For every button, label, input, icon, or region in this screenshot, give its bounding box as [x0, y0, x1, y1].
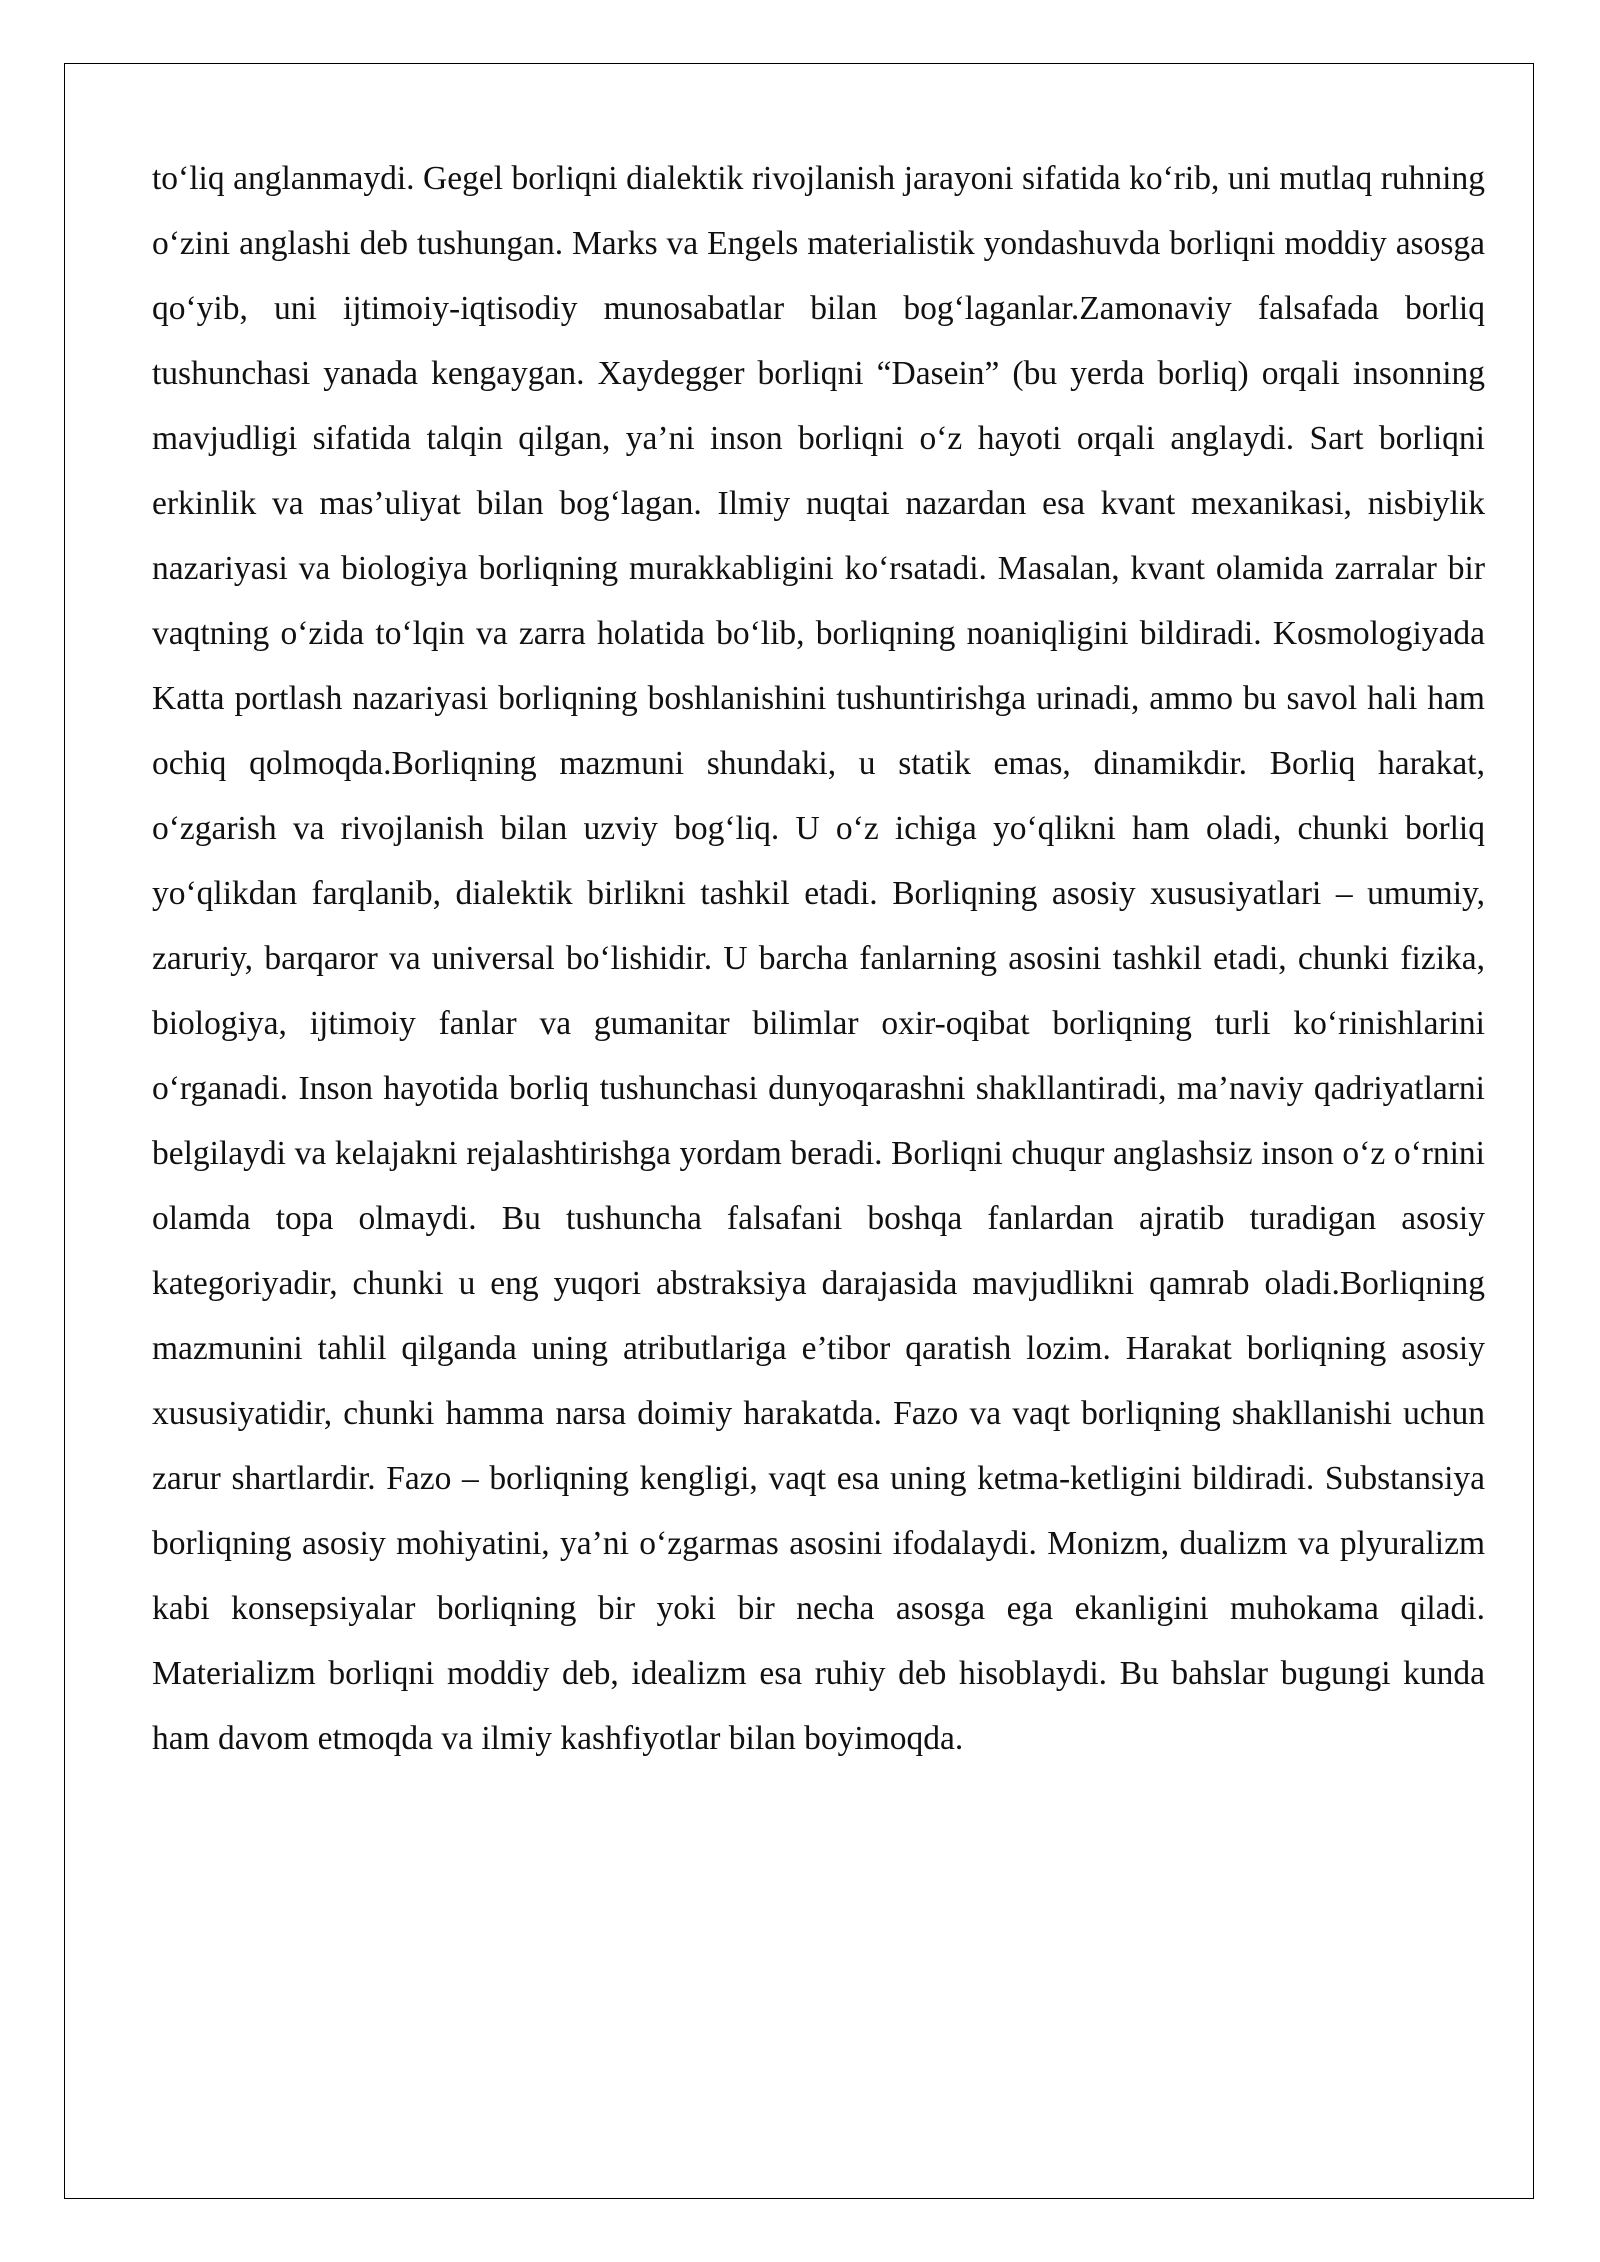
body-paragraph: to‘liq anglanmaydi. Gegel borliqni dialektik rivojlanish jarayoni sifatida ko‘rib, uni mutlaq ruhning o‘zini anglashi deb tushungan. Marks va Engels materialistik yondashuvda borliqni moddiy asosga qo‘yib, uni ijtimoiy-iqtisodiy munosabatlar bilan bog‘laganlar.Zamonaviy falsafada borliq tushunchasi yanada kengaygan. Xaydegger borliqni “Dasein” (bu yerda borliq) orqali insonning mavjudligi sifatida talqin qilgan, ya’ni inson borliqni o‘z hayoti orqali anglaydi. Sart borliqni erkinlik va mas’uliyat bilan bog‘lagan. Ilmiy nuqtai nazardan esa kvant mexanikasi, nisbiylik nazariyasi va biologiya borliqning murakkabligini ko‘rsatadi. Masalan, kvant olamida zarralar bir vaqtning o‘zida to‘lqin va zarra holatida bo‘lib, borliqning noaniqligini bildiradi. Kosmologiyada Katta portlash nazariyasi borliqning boshlanishini tushuntirishga urinadi, ammo bu savol hali ham ochiq qolmoqda.Borliqning mazmuni shundaki, u statik emas, dinamikdir. Borliq harakat, o‘zgarish va rivojlanish bilan uzviy bog‘liq. U o‘z ichiga yo‘qlikni ham oladi, chunki borliq yo‘qlikdan farqlanib, dialektik birlikni tashkil etadi. Borliqning asosiy xususiyatlari – umumiy, zaruriy, barqaror va universal bo‘lishidir. U barcha fanlarning asosini tashkil etadi, chunki fizika, biologiya, ijtimoiy fanlar va gumanitar bilimlar oxir-oqibat borliqning turli ko‘rinishlarini o‘rganadi. Inson hayotida borliq tushunchasi dunyoqarashni shakllantiradi, ma’naviy qadriyatlarni belgilaydi va kelajakni rejalashtirishga yordam beradi. Borliqni chuqur anglashsiz inson o‘z o‘rnini olamda topa olmaydi. Bu tushuncha falsafani boshqa fanlardan ajratib turadigan asosiy kategoriyadir, chunki u eng yuqori abstraksiya darajasida mavjudlikni qamrab oladi.Borliqning mazmunini tahlil qilganda uning atributlariga e’tibor qaratish lozim. Harakat borliqning asosiy xususiyatidir, chunki hamma narsa doimiy harakatda. Fazo va vaqt borliqning shakllanishi uchun zarur shartlardir. Fazo – borliqning kengligi, vaqt esa uning ketma-ketligini bildiradi. Substansiya borliqning asosiy mohiyatini, ya’ni o‘zgarmas asosini ifodalaydi. Monizm, dualizm va plyuralizm kabi konsepsiyalar borliqning bir yoki bir necha asosga ega ekanligini muhokama qiladi. Materializm borliqni moddiy deb, idealizm esa ruhiy deb hisoblaydi. Bu bahslar bugungi kunda ham davom etmoqda va ilmiy kashfiyotlar bilan boyimoqda. [152, 160, 1485, 1757]
